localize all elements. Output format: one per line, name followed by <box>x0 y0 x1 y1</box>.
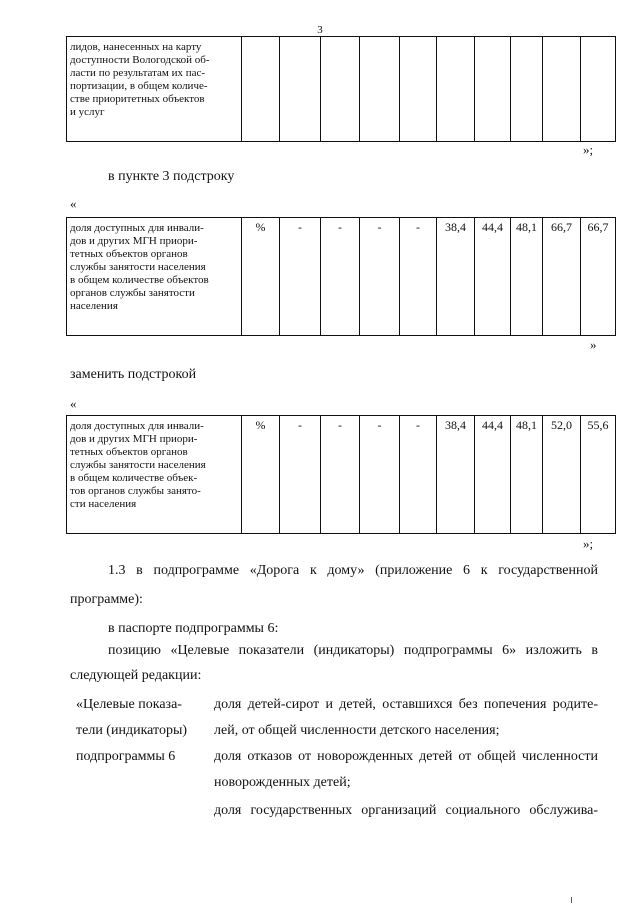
cell-value: - <box>280 218 321 336</box>
paragraph-1-3-line2: программе): <box>70 592 143 607</box>
description-line: службы занятости населения <box>70 459 206 471</box>
cell-value <box>581 37 616 142</box>
replace-text: заменить подстрокой <box>70 367 197 382</box>
description-line: доля доступных для инвали- <box>70 420 204 432</box>
indicator-table-2 <box>66 217 616 336</box>
cell-value: 38,4 <box>437 218 475 336</box>
row-description <box>67 416 242 534</box>
cell-value <box>437 37 475 142</box>
opening-quote-2: « <box>70 196 77 211</box>
cell-unit: % <box>242 416 280 534</box>
description-line: тетных объектов органов <box>70 248 188 260</box>
item3-text: в пункте 3 подстроку <box>108 169 235 184</box>
closing-quote-2: » <box>590 337 597 352</box>
indicator-line: лей, от общей численности детского населения; <box>214 723 500 738</box>
cell-value: 55,6 <box>581 416 616 534</box>
passport-text: в паспорте подпрограммы 6: <box>108 621 279 636</box>
row-description <box>67 37 242 142</box>
description-line: в общем количестве объектов <box>70 274 209 286</box>
cell-unit: % <box>242 218 280 336</box>
description-line: тов органов службы занято- <box>70 485 201 497</box>
cell-value: 48,1 <box>511 218 543 336</box>
table-row <box>67 416 616 534</box>
row-description <box>67 218 242 336</box>
cell-value: - <box>280 416 321 534</box>
cell-value: 44,4 <box>475 416 511 534</box>
cell-value <box>360 37 400 142</box>
cell-value <box>400 37 437 142</box>
scan-mark <box>571 897 574 903</box>
cell-value: - <box>360 218 400 336</box>
cell-value <box>475 37 511 142</box>
indicator-table-1 <box>66 36 616 142</box>
cell-value <box>543 37 581 142</box>
description-line: органов службы занятости <box>70 287 195 299</box>
cell-value: 66,7 <box>543 218 581 336</box>
cell-unit <box>242 37 280 142</box>
table-row <box>67 218 616 336</box>
description-line: дов и других МГН приори- <box>70 433 198 445</box>
indicator-line: новорожденных детей; <box>214 775 351 790</box>
description-line: стве приоритетных объектов <box>70 93 205 105</box>
description-line: службы занятости населения <box>70 261 206 273</box>
cell-value <box>321 37 360 142</box>
position-line2: следующей редакции: <box>70 668 202 683</box>
description-line: доступности Вологодской об- <box>70 54 210 66</box>
indicator-label-line: подпрограммы 6 <box>76 749 176 764</box>
indicator-line: доля детей-сирот и детей, оставшихся без попечения родите- <box>214 697 598 712</box>
cell-value: - <box>400 416 437 534</box>
description-line: портизации, в общем количе- <box>70 80 208 92</box>
cell-value: - <box>321 416 360 534</box>
description-line: тетных объектов органов <box>70 446 188 458</box>
paragraph-1-3-line1: 1.3 в подпрограмме «Дорога к дому» (приложение 6 к государственной <box>108 563 598 578</box>
description-line: в общем количестве объек- <box>70 472 198 484</box>
opening-quote-3: « <box>70 396 77 411</box>
closing-quote-1: »; <box>583 142 594 157</box>
indicator-table-3 <box>66 415 616 534</box>
cell-value: 66,7 <box>581 218 616 336</box>
description-line: сти населения <box>70 498 137 510</box>
indicator-line: доля государственных организаций социального обслужива- <box>214 803 598 818</box>
cell-value: - <box>400 218 437 336</box>
cell-value: 44,4 <box>475 218 511 336</box>
indicator-label-line: «Целевые показа- <box>76 697 182 712</box>
cell-value <box>280 37 321 142</box>
cell-value: 48,1 <box>511 416 543 534</box>
description-line: дов и других МГН приори- <box>70 235 198 247</box>
indicator-line: доля отказов от новорожденных детей от общей численности <box>214 749 598 764</box>
cell-value <box>511 37 543 142</box>
description-line: доля доступных для инвали- <box>70 222 204 234</box>
position-line1: позицию «Целевые показатели (индикаторы) подпрограммы 6» изложить в <box>108 643 598 658</box>
cell-value: 38,4 <box>437 416 475 534</box>
closing-quote-3: »; <box>583 536 594 551</box>
cell-value: 52,0 <box>543 416 581 534</box>
page-number: 3 <box>317 24 323 36</box>
description-line: и услуг <box>70 106 105 118</box>
description-line: населения <box>70 300 118 312</box>
table-row <box>67 37 616 142</box>
cell-value: - <box>360 416 400 534</box>
cell-value: - <box>321 218 360 336</box>
indicator-label-line: тели (индикаторы) <box>76 723 188 738</box>
description-line: лидов, нанесенных на карту <box>70 41 202 53</box>
description-line: ласти по результатам их пас- <box>70 67 206 79</box>
